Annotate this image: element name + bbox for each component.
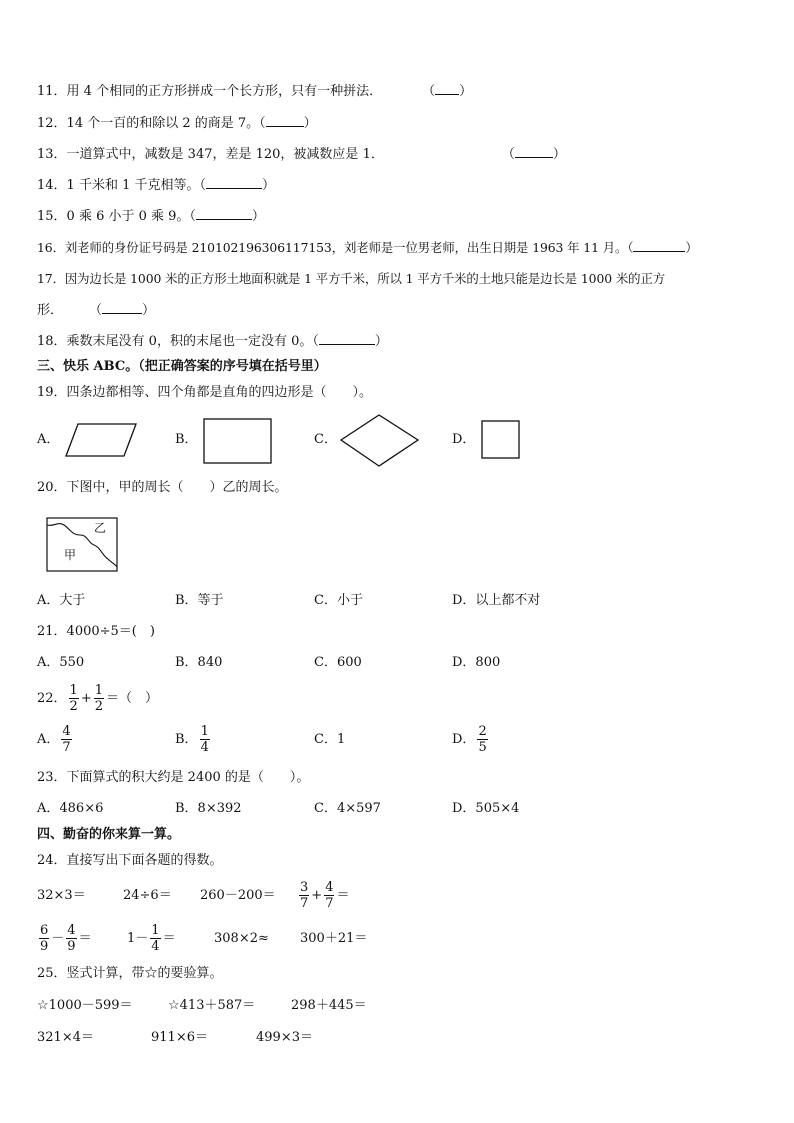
calc-item: 260－200＝ <box>200 888 276 903</box>
denominator: 2 <box>94 699 104 714</box>
option-label: D． <box>452 732 476 747</box>
plus-sign: + <box>80 691 92 706</box>
label-yi: 乙 <box>94 521 107 535</box>
question-text: 16．刘老师的身份证号码是 210102196306117153，刘老师是一位男老师，出生日期是 1963 年 11 月。（ <box>37 240 634 255</box>
calc-item-fraction <box>127 921 176 957</box>
question-text: 形． <box>37 303 64 318</box>
calc-item: 300＋21＝ <box>300 931 368 946</box>
option-c-label[interactable]: C． <box>314 432 337 447</box>
option-a[interactable] <box>37 722 74 758</box>
question-24: 24．直接写出下面各题的得数。 <box>37 853 223 868</box>
question-12 <box>37 114 317 133</box>
numerator: 1 <box>151 923 160 938</box>
fraction <box>66 923 76 954</box>
paren-right: ） <box>251 209 265 224</box>
numerator: 4 <box>67 923 76 938</box>
equals-sign: ＝ <box>78 931 92 946</box>
calc-item: 308×2≈ <box>214 931 269 946</box>
option-a[interactable]: A．大于 <box>37 593 86 608</box>
option-d[interactable]: D．以上都不对 <box>452 593 541 608</box>
paren-right: ） <box>374 334 388 349</box>
option-b[interactable]: B．等于 <box>175 593 224 608</box>
fraction <box>39 923 49 954</box>
option-label: B． <box>175 732 198 747</box>
rectangle-shape <box>203 418 273 464</box>
paren-right: ） <box>303 116 317 131</box>
fraction <box>94 683 104 714</box>
fraction <box>477 724 487 755</box>
paren-left: （ <box>501 147 515 162</box>
answer-blank[interactable] <box>266 114 304 127</box>
question-11 <box>37 82 472 101</box>
option-d[interactable]: D．505×4 <box>452 801 520 816</box>
option-c[interactable]: C．600 <box>314 655 362 670</box>
answer-blank[interactable] <box>206 176 262 189</box>
calc-item: 499×3＝ <box>256 1030 313 1045</box>
question-13 <box>37 145 566 164</box>
calc-item-fraction <box>37 921 92 957</box>
label-jia: 甲 <box>64 548 77 562</box>
option-b[interactable] <box>175 722 212 758</box>
answer-blank[interactable] <box>435 82 459 95</box>
question-text: 12．14 个一百的和除以 2 的商是 7。（ <box>37 116 266 131</box>
option-d[interactable] <box>452 722 490 758</box>
numerator: 1 <box>200 724 209 739</box>
denominator: 4 <box>200 740 209 755</box>
question-16 <box>37 239 698 257</box>
calc-item: 321×4＝ <box>37 1030 94 1045</box>
paren-right: ） <box>459 84 473 99</box>
denominator: 7 <box>62 740 71 755</box>
denominator: 9 <box>67 939 76 954</box>
question-14 <box>37 176 275 195</box>
operator: + <box>311 888 323 903</box>
fraction <box>299 880 309 911</box>
rhombus-shape <box>340 414 420 468</box>
question-text: 13．一道算式中，减数是 347，差是 120，被减数应是 1． <box>37 147 384 162</box>
option-d-label[interactable]: D． <box>452 432 476 447</box>
question-number: 22． <box>37 691 67 706</box>
operand: 1－ <box>127 931 149 946</box>
option-d[interactable]: D．800 <box>452 655 501 670</box>
question-20: 20．下图中，甲的周长（ ）乙的周长。 <box>37 480 288 495</box>
denominator: 7 <box>325 896 334 911</box>
section-4-heading: 四、勤奋的你来算一算。 <box>37 827 181 842</box>
option-a-label[interactable]: A． <box>37 432 60 447</box>
answer-blank[interactable] <box>633 239 685 252</box>
numerator: 6 <box>40 923 49 938</box>
equals-sign: ＝ <box>162 931 176 946</box>
denominator: 4 <box>151 939 160 954</box>
question-19: 19．四条边都相等、四个角都是直角的四边形是（ ）。 <box>37 385 373 400</box>
fraction <box>69 683 79 714</box>
option-c[interactable]: C．1 <box>314 732 346 747</box>
question-21: 21．4000÷5＝( ) <box>37 624 155 639</box>
perimeter-figure <box>46 517 118 573</box>
question-15 <box>37 207 265 226</box>
operator: － <box>51 931 65 946</box>
answer-blank[interactable] <box>196 207 252 220</box>
calc-item: ☆1000－599＝ <box>37 998 133 1013</box>
numerator: 1 <box>94 683 104 698</box>
calc-item: ☆413＋587＝ <box>168 998 256 1013</box>
question-23: 23．下面算式的积大约是 2400 的是（ ）。 <box>37 770 310 785</box>
denominator: 9 <box>40 939 49 954</box>
question-17-line-2 <box>37 301 155 320</box>
numerator: 1 <box>69 683 78 698</box>
question-22 <box>37 682 158 716</box>
question-text: 17．因为边长是 1000 米的正方形土地面积就是 1 平方千米，所以 1 平方千米的土地只能是边长是 1000 米的正方 <box>37 271 666 286</box>
option-label: A． <box>37 732 60 747</box>
denominator: 2 <box>69 699 78 714</box>
square-shape <box>481 420 521 460</box>
question-suffix: ＝（ ） <box>106 691 159 706</box>
question-text: 11．用 4 个相同的正方形拼成一个长方形，只有一种拼法． <box>37 84 383 99</box>
denominator: 5 <box>478 740 487 755</box>
option-b-label[interactable]: B． <box>175 432 198 447</box>
question-25: 25．竖式计算，带☆的要验算。 <box>37 966 223 981</box>
answer-blank[interactable] <box>319 332 375 345</box>
answer-blank[interactable] <box>515 145 553 158</box>
parallelogram-shape <box>66 422 138 458</box>
fraction <box>150 923 160 954</box>
option-b[interactable]: B．8×392 <box>175 801 242 816</box>
section-3-heading: 三、快乐 ABC。（把正确答案的序号填在括号里） <box>37 359 327 374</box>
denominator: 7 <box>300 896 309 911</box>
paren-right: ） <box>685 240 698 255</box>
numerator: 3 <box>300 880 309 895</box>
option-a[interactable]: A．486×6 <box>37 801 104 816</box>
question-text: 14．1 千米和 1 千克相等。（ <box>37 178 206 193</box>
paren-right: ） <box>552 147 566 162</box>
paren-left: （ <box>422 84 436 99</box>
question-18 <box>37 332 388 351</box>
option-a[interactable]: A．550 <box>37 655 85 670</box>
option-c[interactable]: C．4×597 <box>314 801 381 816</box>
fraction <box>200 724 210 755</box>
fraction <box>324 880 334 911</box>
paren-right: ） <box>261 178 275 193</box>
calc-item: 911×6＝ <box>151 1030 208 1045</box>
calc-item: 298＋445＝ <box>291 998 367 1013</box>
calc-item: 24÷6＝ <box>123 888 172 903</box>
equals-sign: ＝ <box>336 888 350 903</box>
question-text: 18．乘数末尾没有 0，积的末尾也一定没有 0。（ <box>37 334 319 349</box>
answer-blank[interactable] <box>102 301 142 314</box>
paren-left: （ <box>89 303 103 318</box>
fraction <box>61 724 71 755</box>
calc-item: 32×3＝ <box>37 888 86 903</box>
question-17-line-1 <box>37 270 665 288</box>
option-b[interactable]: B．840 <box>175 655 223 670</box>
question-text: 15．0 乘 6 小于 0 乘 9。（ <box>37 209 196 224</box>
option-c[interactable]: C．小于 <box>314 593 363 608</box>
numerator: 4 <box>325 880 334 895</box>
paren-right: ） <box>142 303 156 318</box>
numerator: 4 <box>62 724 71 739</box>
numerator: 2 <box>478 724 487 739</box>
calc-item-fraction <box>297 878 349 914</box>
